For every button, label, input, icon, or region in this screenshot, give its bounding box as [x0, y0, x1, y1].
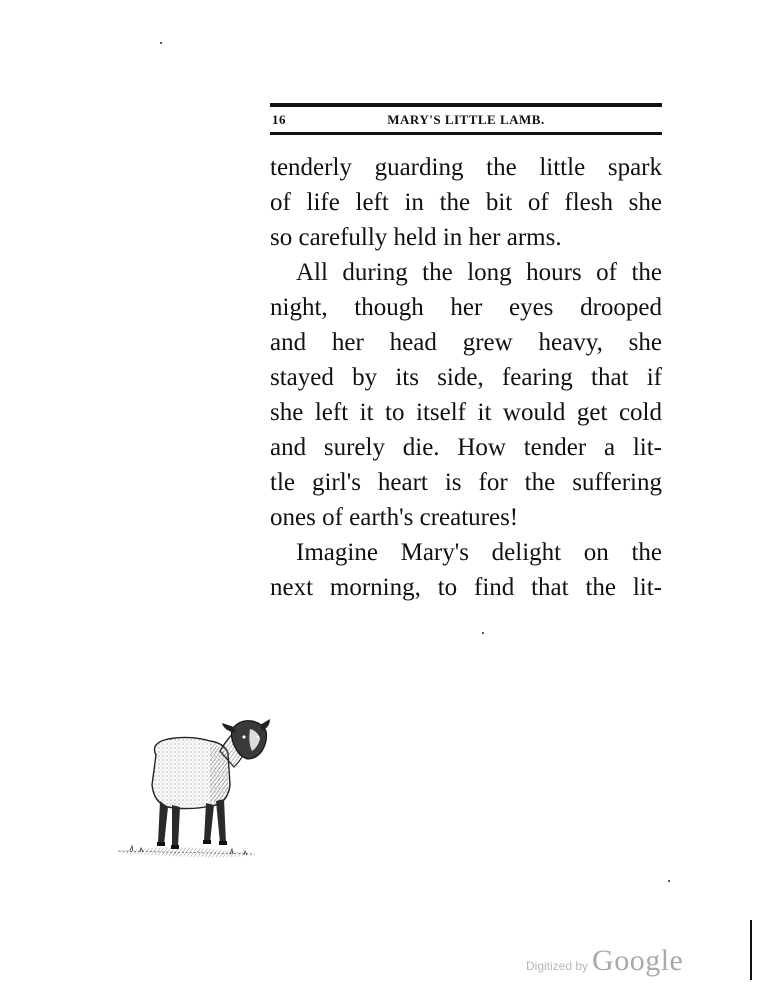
text-line: All during the long hours of the [296, 259, 662, 286]
header-rule-bottom [270, 132, 662, 135]
text-line: Imagine Mary's delight on the [296, 539, 662, 566]
body-text [270, 150, 662, 605]
text-line: stayed by its side, fearing that if [270, 364, 662, 391]
page-number: 16 [272, 112, 286, 127]
page-speck [160, 42, 162, 44]
text-line: tenderly guarding the little spark [270, 154, 662, 181]
text-line: so carefully held in her arms. [270, 224, 562, 251]
page-speck [482, 632, 484, 634]
text-line: next morning, to find that the lit- [270, 574, 662, 601]
watermark-brand: Google [592, 944, 684, 977]
text-line: and her head grew heavy, she [270, 329, 662, 356]
text-line: ones of earth's creatures! [270, 504, 519, 531]
text-line: of life left in the bit of flesh she [270, 189, 662, 216]
digitized-watermark [526, 944, 683, 980]
text-line: night, though her eyes drooped [270, 294, 662, 321]
text-line: tle girl's heart is for the suffering [270, 469, 662, 496]
watermark-prefix: Digitized by [526, 959, 589, 973]
header-rule-top [270, 103, 662, 107]
lamb-illustration-icon [110, 715, 285, 875]
page-edge-mark [750, 920, 752, 980]
text-line: she left it to itself it would get cold [270, 399, 662, 426]
running-title: MARY'S LITTLE LAMB. [387, 112, 545, 127]
page-speck [668, 880, 670, 882]
running-head [270, 111, 662, 129]
text-line: and surely die. How tender a lit- [270, 434, 662, 461]
